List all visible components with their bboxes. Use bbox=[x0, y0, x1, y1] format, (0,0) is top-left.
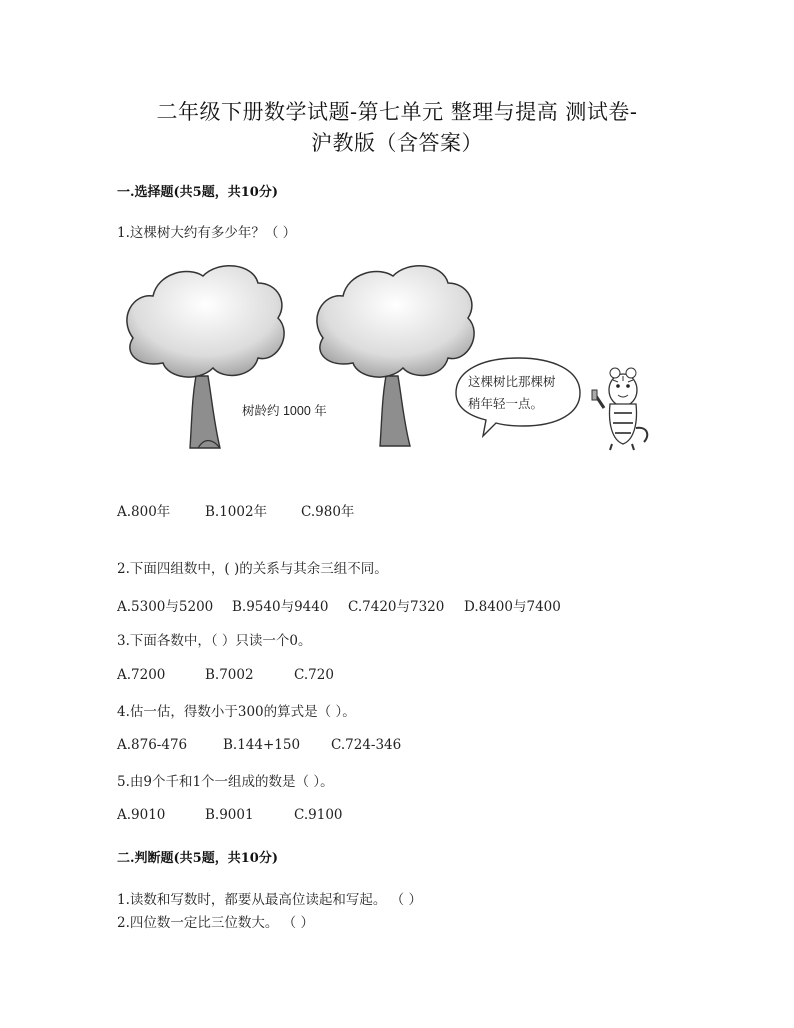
trees-and-tiger-svg bbox=[118, 258, 678, 458]
q4-option-a[interactable]: A.876-476 bbox=[117, 737, 188, 753]
document-title-line-2: 沪教版（含答案） bbox=[311, 131, 483, 155]
q3-option-a[interactable]: A.7200 bbox=[117, 667, 166, 683]
question-4: 4.估一估，得数小于300的算式是（ ）。 bbox=[117, 704, 356, 720]
section-heading-multiple-choice: 一.选择题(共5题，共10分) bbox=[117, 185, 278, 200]
q5-option-b[interactable]: B.9001 bbox=[205, 807, 254, 823]
document-title-line-1: 二年级下册数学试题-第七单元 整理与提高 测试卷- bbox=[156, 100, 638, 124]
q2-option-c[interactable]: C.7420与7320 bbox=[348, 599, 445, 615]
q1-option-b[interactable]: B.1002年 bbox=[205, 504, 268, 520]
question-2: 2.下面四组数中，( )的关系与其余三组不同。 bbox=[117, 561, 388, 577]
q1-option-a[interactable]: A.800年 bbox=[117, 504, 171, 520]
q2-option-b[interactable]: B.9540与9440 bbox=[232, 599, 329, 615]
question-1-illustration bbox=[118, 258, 678, 458]
right-tree bbox=[317, 266, 474, 446]
q5-option-c[interactable]: C.9100 bbox=[294, 807, 343, 823]
tiger-cartoon bbox=[592, 368, 647, 450]
q3-option-b[interactable]: B.7002 bbox=[205, 667, 254, 683]
left-tree bbox=[127, 266, 284, 448]
q1-option-c[interactable]: C.980年 bbox=[301, 504, 355, 520]
tf-question-1: 1.读数和写数时，都要从最高位读起和写起。 （ ） bbox=[117, 892, 422, 908]
section-heading-true-false: 二.判断题(共5题，共10分) bbox=[117, 851, 278, 866]
question-3: 3.下面各数中，（ ）只读一个0。 bbox=[117, 633, 312, 649]
speech-bubble-line-2: 稍年轻一点。 bbox=[468, 397, 544, 411]
speech-bubble-line-1: 这棵树比那棵树 bbox=[468, 375, 556, 389]
q4-option-c[interactable]: C.724-346 bbox=[331, 737, 402, 753]
q5-option-a[interactable]: A.9010 bbox=[117, 807, 166, 823]
question-5: 5.由9个千和1个一组成的数是（ ）。 bbox=[117, 774, 334, 790]
q3-option-c[interactable]: C.720 bbox=[294, 667, 334, 683]
tf-question-2: 2.四位数一定比三位数大。 （ ） bbox=[117, 915, 314, 931]
speech-bubble bbox=[456, 358, 580, 436]
q2-option-d[interactable]: D.8400与7400 bbox=[464, 599, 561, 615]
q4-option-b[interactable]: B.144+150 bbox=[223, 737, 301, 753]
tree-age-label: 树龄约 1000 年 bbox=[242, 404, 327, 418]
question-1: 1.这棵树大约有多少年？（ ） bbox=[117, 225, 297, 241]
q2-option-a[interactable]: A.5300与5200 bbox=[117, 599, 214, 615]
